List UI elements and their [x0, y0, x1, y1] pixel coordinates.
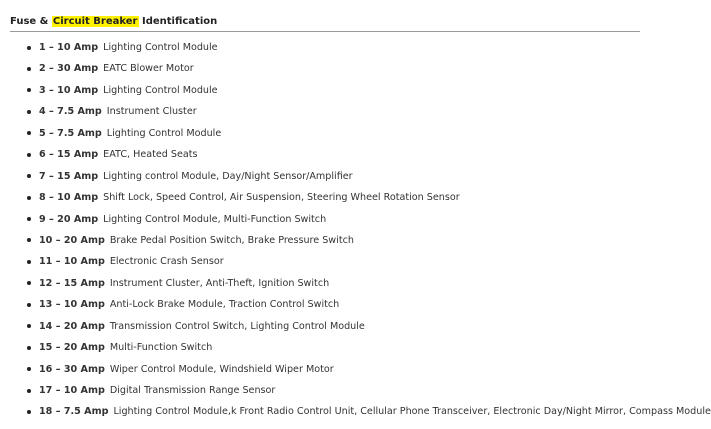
list-item	[0, 80, 650, 101]
list-item	[0, 209, 650, 230]
fuse-rating: 6 – 15 Amp	[39, 149, 99, 161]
fuse-rating: 9 – 20 Amp	[39, 213, 99, 225]
fuse-rating: 5 – 7.5 Amp	[39, 127, 102, 139]
list-item	[0, 401, 711, 422]
fuse-description: Electronic Crash Sensor	[109, 256, 224, 268]
fuse-rating: 1 – 10 Amp	[39, 42, 99, 53]
section-heading	[10, 14, 640, 32]
list-item	[0, 273, 650, 294]
fuse-description: Instrument Cluster	[106, 106, 197, 118]
bullet-icon	[27, 238, 31, 242]
fuse-description: Digital Transmission Range Sensor	[109, 385, 276, 396]
list-item	[0, 337, 650, 358]
bullet-icon	[27, 88, 31, 92]
fuse-description: Anti-Lock Brake Module, Traction Control Switch	[109, 299, 340, 311]
fuse-rating: 12 – 15 Amp	[39, 277, 105, 289]
list-item	[0, 230, 650, 251]
fuse-description: Lighting control Module, Day/Night Sensor/Amplifier	[103, 170, 353, 182]
list-item	[0, 380, 650, 401]
bullet-icon	[27, 260, 31, 264]
fuse-rating: 11 – 10 Amp	[39, 256, 105, 268]
fuse-rating: 2 – 30 Amp	[39, 63, 99, 75]
fuse-description: EATC Blower Motor	[103, 63, 194, 75]
fuse-rating: 10 – 20 Amp	[39, 234, 105, 246]
bullet-icon	[27, 196, 31, 200]
list-item	[0, 123, 650, 144]
bullet-icon	[27, 281, 31, 285]
list-item	[0, 187, 650, 208]
fuse-rating: 8 – 10 Amp	[39, 192, 99, 204]
list-item	[0, 294, 650, 315]
fuse-description: Multi-Function Switch	[109, 342, 213, 354]
fuse-description: Lighting Control Module	[106, 127, 222, 139]
fuse-description: Instrument Cluster, Anti-Theft, Ignition Switch	[109, 277, 330, 289]
bullet-icon	[27, 303, 31, 307]
fuse-description: Lighting Control Module	[103, 84, 218, 96]
fuse-description: Wiper Control Module, Windshield Wiper Motor	[109, 363, 334, 375]
list-item	[0, 58, 650, 79]
bullet-icon	[27, 110, 31, 114]
fuse-rating: 14 – 20 Amp	[39, 320, 105, 332]
fuse-description: Shift Lock, Speed Control, Air Suspension, Steering Wheel Rotation Sensor	[103, 192, 460, 204]
list-item	[0, 359, 650, 380]
fuse-description: Lighting Control Module,k Front Radio Control Unit, Cellular Phone Transceiver, Electronic Day/Night Mirror, Compass Module	[113, 406, 711, 418]
bullet-icon	[27, 217, 31, 221]
fuse-rating: 13 – 10 Amp	[39, 299, 105, 311]
fuse-rating: 18 – 7.5 Amp	[39, 406, 109, 418]
fuse-list	[0, 37, 711, 423]
bullet-icon	[27, 367, 31, 371]
bullet-icon	[27, 131, 31, 135]
heading-prefix: Fuse &	[10, 16, 52, 27]
bullet-icon	[27, 46, 31, 50]
fuse-rating: 15 – 20 Amp	[39, 342, 105, 354]
fuse-description: Brake Pedal Position Switch, Brake Pressure Switch	[109, 234, 354, 246]
list-item	[0, 166, 650, 187]
fuse-description: EATC, Heated Seats	[103, 149, 198, 161]
fuse-description: Lighting Control Module, Multi-Function Switch	[103, 213, 327, 225]
fuse-description: Transmission Control Switch, Lighting Control Module	[109, 320, 365, 332]
list-item	[0, 101, 650, 122]
heading-highlight: Circuit Breaker	[52, 16, 138, 27]
heading-suffix: Identification	[138, 16, 218, 27]
fuse-description: Lighting Control Module	[103, 42, 218, 53]
bullet-icon	[27, 153, 31, 157]
bullet-icon	[27, 389, 31, 393]
bullet-icon	[27, 346, 31, 350]
bullet-icon	[27, 67, 31, 71]
bullet-icon	[27, 410, 31, 414]
fuse-rating: 3 – 10 Amp	[39, 84, 99, 96]
list-item	[0, 144, 650, 165]
list-item	[0, 316, 650, 337]
fuse-rating: 16 – 30 Amp	[39, 363, 105, 375]
fuse-rating: 4 – 7.5 Amp	[39, 106, 102, 118]
bullet-icon	[27, 174, 31, 178]
list-item	[0, 251, 650, 272]
bullet-icon	[27, 324, 31, 328]
fuse-rating: 17 – 10 Amp	[39, 385, 105, 396]
fuse-rating: 7 – 15 Amp	[39, 170, 99, 182]
list-item	[0, 37, 650, 58]
